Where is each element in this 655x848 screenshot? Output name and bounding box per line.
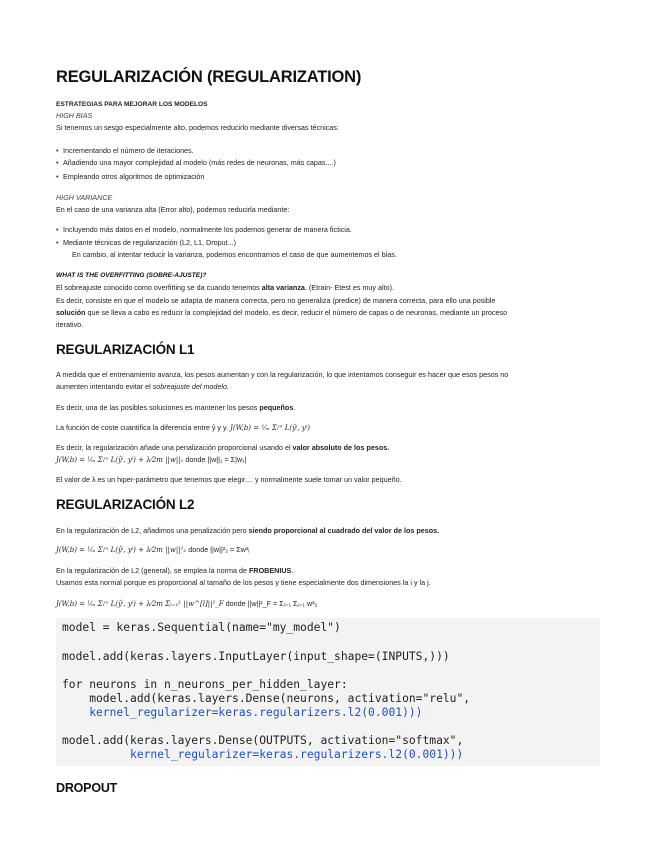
code-line: model.add(keras.layers.Dense(neurons, activation="relu", (62, 692, 471, 705)
l1-cost-function: La función de coste cuantifica la diferencia entre ŷ y y. J(W,b) = ¹⁄ₘ Σᵢᵐ L(ŷⁱ, yⁱ) (56, 423, 310, 432)
overfitting-paragraph: El sobreajuste conocido como overfitting se da cuando tenemos alta varianza. (Etrain- Etest es muy alto). (56, 283, 394, 292)
l2-frobenius-formula: J(W,b) = ¹⁄ₘ Σᵢᵐ L(ŷⁱ, yⁱ) + λ⁄2m Σₗ₌₁ᴸ ||w^[l]||²_F donde ||w||²_F = Σᵢ₌₁ Σⱼ₌₁ w²ᵢⱼ (56, 599, 317, 608)
high-variance-item: • Mediante técnicas de regularización (L2, L1, Droput...) (63, 238, 236, 248)
code-line: model.add(keras.layers.Dense(OUTPUTS, activation="softmax", (62, 734, 464, 747)
overfitting-paragraph: Es decir, consiste en que el modelo se adapta de manera correcta, pero no generaliza (predice) de manera correcta, para ello una posible (56, 296, 496, 305)
l1-paragraph: A medida que el entrenamiento avanza, los pesos aumentan y con la regularización, lo que intentamos conseguir es hacer que esos pesos no (56, 370, 509, 379)
high-bias-intro: Si tenemos un sesgo especialmente alto, podemos reducirlo mediante diversas técnicas: (56, 123, 339, 132)
code-line: for neurons in n_neurons_per_hidden_layer: (62, 678, 348, 691)
code-line: kernel_regularizer=keras.regularizers.l2(0.001))) (62, 748, 464, 761)
overfitting-paragraph: iterativo. (56, 320, 84, 329)
overfitting-heading: WHAT IS THE OVERFITTING (SOBRE-AJUSTE)? (56, 272, 207, 279)
high-bias-item: • Incrementando el número de iteraciones. (63, 146, 194, 156)
high-variance-continuation: En cambio, al intentar reducir la varianza, podemos encontrarnos el caso de que aumentemos el bias. (72, 250, 397, 259)
l2-paragraph: Usamos esta normal porque es proporcional al tamaño de los pesos y tiene especialmente dos dimensiones la i y la j. (56, 578, 431, 587)
section-heading-dropout: DROPOUT (56, 781, 118, 795)
high-bias-label: HIGH BIAS (56, 111, 93, 120)
l1-paragraph: El valor de λ es un hiper-parámetro que tenemos que elegir.... y normalmente suele tomar un valor pequeño. (56, 475, 402, 484)
l1-paragraph: Es decir, la regularización añade una penalización proporcional usando el valor absoluto de los pesos. (56, 443, 390, 452)
high-variance-item: • Incluyendo más datos en el modelo, normalmente los podemos generar de manera ficticia. (63, 225, 352, 235)
high-variance-intro: En el caso de una varianza alta (Error alto), podemos reducirla mediante: (56, 205, 290, 214)
l1-formula: J(W,b) = ¹⁄ₘ Σᵢᵐ L(ŷⁱ, yⁱ) + λ⁄2m ||w||₁ donde ||w||₁ = Σ|w₁| (56, 455, 247, 464)
page-title: REGULARIZACIÓN (REGULARIZATION) (56, 68, 362, 86)
overfitting-paragraph: solución que se lleva a cabo es reducir la complejidad del modelo, es decir, reducir el número de capas o de neuronas, mediante un proceso (56, 308, 508, 317)
l1-paragraph: Es decir, una de las posibles soluciones es mantener los pesos pequeños. (56, 403, 296, 412)
l2-paragraph: En la regularización de L2, añadimos una penalización pero siendo proporcional al cuadrado del valor de los pesos. (56, 526, 440, 535)
code-block (56, 618, 600, 766)
code-line: model = keras.Sequential(name="my_model") (62, 621, 341, 634)
high-bias-item: • Empleando otros algoritmos de optimización (63, 172, 204, 182)
high-variance-label: HIGH VARIANCE (56, 193, 113, 202)
l1-paragraph: aumenten intentando evitar el sobreajuste del modelo. (56, 382, 230, 391)
code-line: kernel_regularizer=keras.regularizers.l2(0.001))) (62, 706, 423, 719)
l2-paragraph: En la regularización de L2 (general), se emplea la norma de FROBENIUS. (56, 566, 294, 575)
section-heading-l1: REGULARIZACIÓN L1 (56, 342, 195, 357)
code-line: model.add(keras.layers.InputLayer(input_shape=(INPUTS,))) (62, 650, 450, 663)
section-heading-l2: REGULARIZACIÓN L2 (56, 497, 195, 512)
strategies-heading: ESTRATEGIAS PARA MEJORAR LOS MODELOS (56, 101, 208, 108)
high-bias-item: • Añadiendo una mayor complejidad al modelo (más redes de neuronas, más capas....) (63, 158, 336, 168)
l2-formula: J(W,b) = ¹⁄ₘ Σᵢᵐ L(ŷⁱ, yⁱ) + λ⁄2m ||w||²₂ donde ||w||²₂ = Σw²ᵢ (56, 545, 250, 554)
cost-formula: J(W,b) = ¹⁄ₘ Σᵢᵐ L(ŷⁱ, yⁱ) (230, 424, 310, 432)
